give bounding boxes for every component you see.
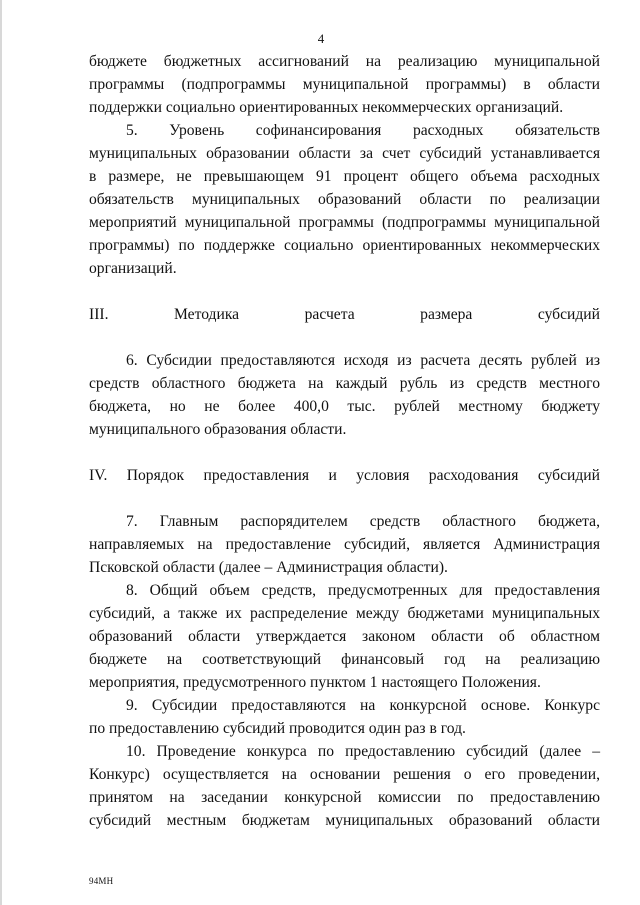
text-line: обязательств муниципальных образований области по реализации — [89, 191, 600, 208]
paragraph-7 — [89, 510, 600, 579]
text-line: 6. Субсидии предоставляются исходя из расчета десять рублей из — [126, 352, 600, 369]
text-line: бюджета, но не более 400,0 тыс. рублей местному бюджету — [89, 398, 600, 415]
text-line: программы) по поддержке социально ориентированных некоммерческих — [89, 237, 600, 254]
text-line: 8. Общий объем средств, предусмотренных для предоставления — [126, 582, 600, 599]
text-line: Конкурс) осуществляется на основании решения о его проведении, — [89, 766, 600, 783]
text-line: мероприятия, предусмотренного пунктом 1 настоящего Положения. — [89, 674, 541, 691]
text-line: бюджете на соответствующий финансовый год на реализацию — [89, 651, 600, 668]
footer-document-code: 94МН — [89, 876, 114, 886]
spacer — [89, 280, 600, 303]
text-line: в размере, не превышающем 91 процент общего объема расходных — [89, 168, 600, 185]
text-line: бюджете бюджетных ассигнований на реализацию муниципальной — [89, 53, 600, 70]
text-line: поддержки социально ориентированных некоммерческих организаций. — [89, 99, 564, 116]
page-number: 4 — [317, 31, 325, 46]
text-line: направляемых на предоставление субсидий, является Администрация — [89, 536, 600, 553]
text-line: 5. Уровень софинансирования расходных обязательств — [126, 122, 600, 139]
spacer — [89, 326, 600, 349]
document-body — [89, 50, 600, 832]
text-line: Псковской области (далее – Администрация области). — [89, 559, 448, 576]
text-line: 7. Главным распорядителем средств областного бюджета, — [126, 513, 600, 530]
text-line: мероприятий муниципальной программы (подпрограммы муниципальной — [89, 214, 600, 231]
text-line: муниципальных образовании области за счет субсидий устанавливается — [89, 145, 600, 162]
paragraph-intro-continuation — [89, 50, 600, 119]
paragraph-6 — [89, 349, 600, 441]
text-line: 10. Проведение конкурса по предоставлению субсидий (далее – — [126, 743, 600, 760]
spacer — [89, 487, 600, 510]
text-line: образований области утверждается законом области об областном — [89, 628, 600, 645]
text-line: субсидий местным бюджетам муниципальных образований области — [89, 812, 600, 829]
paragraph-5 — [89, 119, 600, 280]
paragraph-8 — [89, 579, 600, 694]
text-line: средств областного бюджета на каждый рубль из средств местного — [89, 375, 600, 392]
text-line: субсидий, а также их распределение между бюджетами муниципальных — [89, 605, 600, 622]
section-heading-4: IV. Порядок предоставления и условия расходования субсидий — [89, 467, 600, 484]
text-line: муниципального образования области. — [89, 421, 347, 438]
text-line: организаций. — [89, 260, 177, 277]
section-heading-3: III. Методика расчета размера субсидий — [89, 306, 600, 323]
text-line: принятом на заседании конкурсной комиссии по предоставлению — [89, 789, 600, 806]
text-line: 9. Субсидии предоставляются на конкурсной основе. Конкурс — [126, 697, 600, 714]
spacer — [89, 441, 600, 464]
paragraph-10 — [89, 740, 600, 832]
text-line: по предоставлению субсидий проводится один раз в год. — [89, 720, 466, 737]
text-line: программы (подпрограммы муниципальной программы) в области — [89, 76, 600, 93]
paragraph-9 — [89, 694, 600, 740]
